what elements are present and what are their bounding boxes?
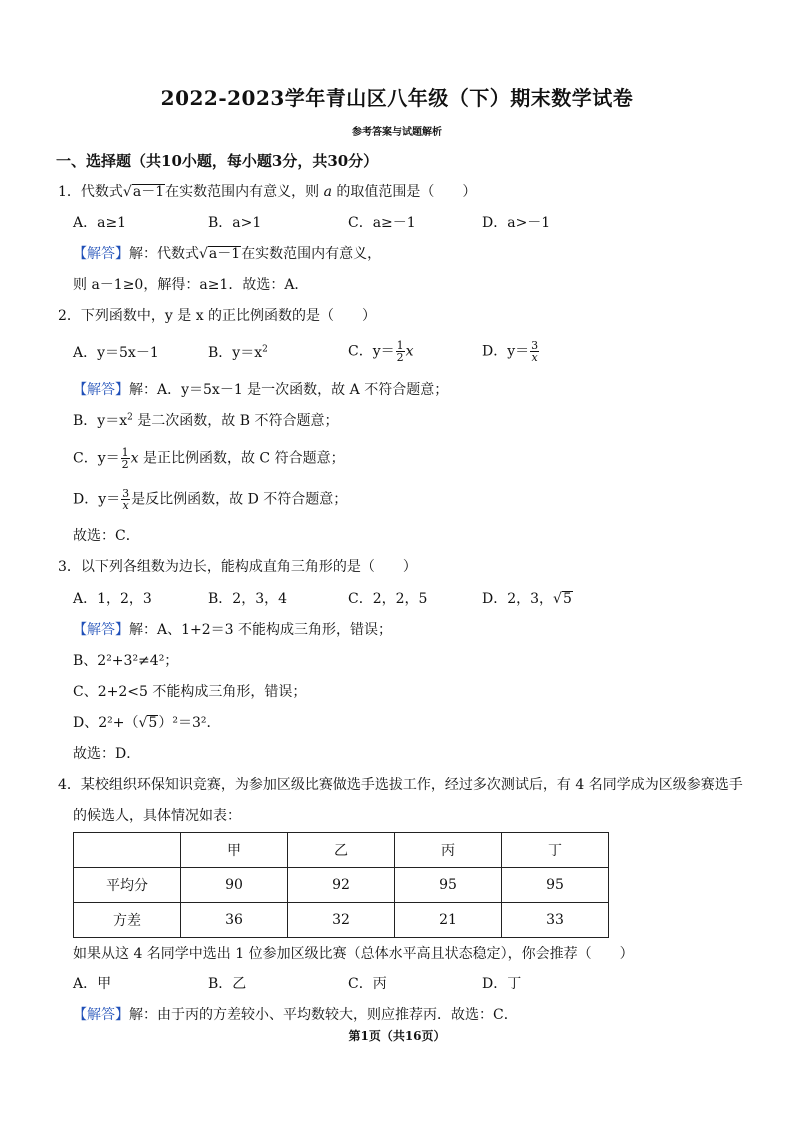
q2-sol3-var: x bbox=[130, 450, 139, 467]
table-cell: 33 bbox=[502, 903, 609, 938]
q2-solution-line3 bbox=[73, 447, 345, 470]
q1-stem bbox=[58, 183, 476, 201]
q3-solution-line5: 故选：D． bbox=[73, 746, 141, 762]
q3-sol-root5: 5 bbox=[148, 715, 158, 731]
q2-solution-line1 bbox=[73, 381, 448, 399]
q3-option-d-text: D．2，3， bbox=[482, 591, 554, 607]
q2-sol3-b: 是正比例函数，故 C 符合题意； bbox=[142, 450, 345, 467]
fraction-numerator: 3 bbox=[531, 339, 539, 352]
q4-option-b: B．乙 bbox=[208, 976, 247, 992]
q3-option-a: A．1，2，3 bbox=[73, 591, 152, 607]
q3-sol4-a: D、2²+（ bbox=[73, 715, 139, 731]
q2-sol2-exp: 2 bbox=[127, 412, 133, 423]
q2-solution-line2 bbox=[73, 412, 338, 430]
q4-stem-line3: 如果从这 4 名同学中选出 1 位参加区级比赛（总体水平高且状态稳定），你会推荐（ ） bbox=[73, 946, 634, 962]
q3-solution-line3: C、2+2<5 不能构成三角形，错误； bbox=[73, 684, 307, 700]
q4-stem-line2: 的候选人，具体情况如表： bbox=[73, 808, 241, 824]
table-cell: 95 bbox=[502, 868, 609, 903]
table-cell: 36 bbox=[181, 903, 288, 938]
table-cell: 方差 bbox=[74, 903, 181, 938]
table-header-cell: 甲 bbox=[181, 833, 288, 868]
answer-tag: 【解答】 bbox=[73, 246, 129, 262]
q4-stem-line1: 4．某校组织环保知识竞赛，为参加区级比赛做选手选拔工作，经过多次测试后，有 4 名同学成为区级参赛选手 bbox=[58, 777, 743, 793]
q3-solution-line1 bbox=[73, 621, 392, 639]
q1-option-c: C．a≥－1 bbox=[348, 215, 416, 231]
q1-option-d: D．a>－1 bbox=[482, 215, 551, 231]
q4-sol1: 解：由于丙的方差较小、平均数较大，则应推荐丙．故选：C． bbox=[129, 1007, 518, 1023]
q3-stem: 3．以下列各组数为边长，能构成直角三角形的是（ ） bbox=[58, 559, 417, 575]
table-header-row bbox=[74, 833, 609, 868]
q3-root5: 5 bbox=[562, 591, 572, 607]
table-cell: 92 bbox=[288, 868, 395, 903]
q2-option-d bbox=[482, 340, 540, 363]
q2-sol2-a: B．y＝x bbox=[73, 413, 128, 429]
answer-tag: 【解答】 bbox=[73, 382, 129, 398]
q1-radicand: a－1 bbox=[132, 184, 165, 200]
q3-option-c: C．2，2，5 bbox=[348, 591, 428, 607]
score-table bbox=[73, 832, 609, 938]
q1-solution-line1 bbox=[73, 245, 381, 263]
q3-sol1: 解：A、1+2＝3 不能构成三角形，错误； bbox=[129, 622, 393, 638]
fraction-numerator: 1 bbox=[396, 339, 404, 352]
q2-sol2-b: 是二次函数，故 B 不符合题意； bbox=[137, 413, 339, 429]
answer-tag: 【解答】 bbox=[73, 622, 129, 638]
sqrt-symbol: √5 bbox=[138, 715, 158, 731]
q2-option-c-text: C．y＝ bbox=[348, 343, 395, 360]
fraction-three-over-x bbox=[121, 488, 130, 511]
sqrt-symbol: √5 bbox=[553, 591, 572, 607]
fraction-denominator: x bbox=[531, 351, 538, 364]
page-footer: 第1页（共16页） bbox=[348, 1029, 446, 1043]
page-title: 2022-2023学年青山区八年级（下）期末数学试卷 bbox=[160, 86, 634, 110]
q2-option-b bbox=[208, 344, 268, 362]
q2-option-b-exp: 2 bbox=[262, 344, 268, 355]
q4-option-d: D．丁 bbox=[482, 976, 522, 992]
fraction-half bbox=[121, 447, 130, 470]
page-subtitle: 参考答案与试题解析 bbox=[352, 127, 442, 138]
table-row bbox=[74, 868, 609, 903]
q2-option-d-text: D．y＝ bbox=[482, 343, 530, 360]
table-cell: 21 bbox=[395, 903, 502, 938]
sqrt-symbol: √a－1 bbox=[122, 184, 165, 200]
table-cell: 平均分 bbox=[74, 868, 181, 903]
q1-sol-radicand: a－1 bbox=[208, 246, 241, 262]
q2-solution-line4 bbox=[73, 488, 347, 511]
q1-var: a bbox=[323, 184, 332, 200]
table-header-cell: 乙 bbox=[288, 833, 395, 868]
q1-option-a: A．a≥1 bbox=[73, 215, 127, 231]
q3-option-b: B．2，3，4 bbox=[208, 591, 288, 607]
table-row bbox=[74, 903, 609, 938]
table-cell: 90 bbox=[181, 868, 288, 903]
q2-option-a: A．y＝5x－1 bbox=[73, 345, 159, 361]
q1-solution-line2: 则 a－1≥0，解得：a≥1．故选：A． bbox=[73, 277, 309, 293]
q2-sol3-a: C．y＝ bbox=[73, 450, 120, 467]
table-header-cell: 丁 bbox=[502, 833, 609, 868]
q1-option-b: B．a>1 bbox=[208, 215, 262, 231]
q3-option-d bbox=[482, 590, 573, 608]
section-heading: 一、选择题（共10小题，每小题3分，共30分） bbox=[56, 152, 379, 170]
q2-sol4-b: 是反比例函数，故 D 不符合题意； bbox=[131, 491, 348, 508]
fraction-denominator: 2 bbox=[396, 351, 404, 364]
q4-option-a: A．甲 bbox=[73, 976, 112, 992]
q3-sol4-b: ）²＝3²． bbox=[158, 715, 221, 731]
q2-option-c bbox=[348, 340, 414, 363]
q2-sol1: 解：A．y＝5x－1 是一次函数，故 A 不符合题意； bbox=[129, 382, 449, 398]
q2-option-c-var: x bbox=[405, 343, 414, 360]
fraction-numerator: 1 bbox=[121, 446, 129, 459]
q1-sol1-b: 在实数范围内有意义， bbox=[241, 246, 382, 262]
table-cell: 32 bbox=[288, 903, 395, 938]
q1-stem-suffix: 的取值范围是（ ） bbox=[336, 184, 477, 200]
fraction-denominator: 2 bbox=[121, 458, 129, 471]
fraction-numerator: 3 bbox=[122, 487, 130, 500]
q2-option-b-text: B．y＝x bbox=[208, 345, 263, 361]
table-header-cell: 丙 bbox=[395, 833, 502, 868]
q1-stem-mid: 在实数范围内有意义，则 bbox=[165, 184, 320, 200]
sqrt-symbol: √a－1 bbox=[199, 246, 241, 262]
fraction-half bbox=[396, 340, 405, 363]
q3-solution-line2: B、2²+3²≠4²； bbox=[73, 653, 179, 669]
q1-stem-prefix: 1．代数式 bbox=[58, 184, 123, 200]
q4-solution-line1 bbox=[73, 1006, 518, 1024]
table-cell: 95 bbox=[395, 868, 502, 903]
q2-solution-line5: 故选：C． bbox=[73, 528, 140, 544]
q3-solution-line4 bbox=[73, 714, 220, 732]
q2-stem: 2．下列函数中，y 是 x 的正比例函数的是（ ） bbox=[58, 308, 377, 324]
table-header-cell bbox=[74, 833, 181, 868]
fraction-three-over-x bbox=[530, 340, 539, 363]
answer-tag: 【解答】 bbox=[73, 1007, 129, 1023]
fraction-denominator: x bbox=[122, 499, 129, 512]
q2-sol4-a: D．y＝ bbox=[73, 491, 121, 508]
q1-sol1-a: 解：代数式 bbox=[129, 246, 199, 262]
q4-option-c: C．丙 bbox=[348, 976, 387, 992]
